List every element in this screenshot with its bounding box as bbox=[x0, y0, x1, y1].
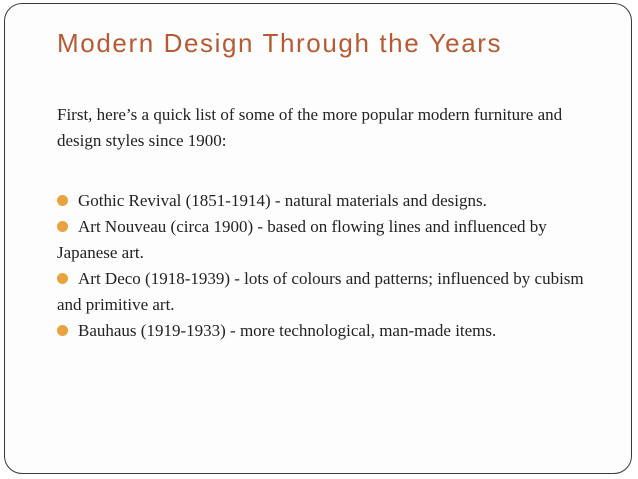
intro-text: First, here’s a quick list of some of the more popular modern furniture and design styles since 1900: bbox=[57, 105, 563, 150]
list-item-text: Gothic Revival (1851-1914) - natural materials and designs. bbox=[78, 191, 487, 210]
list-item-art-deco bbox=[57, 266, 592, 318]
style-list bbox=[57, 188, 592, 344]
list-item-art-nouveau bbox=[57, 214, 592, 266]
bullet-dot-icon bbox=[57, 325, 68, 336]
list-item-text: Bauhaus (1919-1933) - more technological, man-made items. bbox=[78, 321, 497, 340]
bullet-dot-icon bbox=[57, 195, 68, 206]
slide-title: Modern Design Through the Years bbox=[57, 28, 503, 58]
list-item-text: Art Nouveau (circa 1900) - based on flowing lines and influenced by Japanese art. bbox=[57, 217, 547, 262]
bullet-dot-icon bbox=[57, 273, 68, 284]
bullet-dot-icon bbox=[57, 221, 68, 232]
list-item-text: Art Deco (1918-1939) - lots of colours and patterns; influenced by cubism and primitive art. bbox=[57, 269, 584, 314]
list-item-gothic-revival bbox=[57, 188, 592, 214]
list-item-bauhaus bbox=[57, 318, 592, 344]
